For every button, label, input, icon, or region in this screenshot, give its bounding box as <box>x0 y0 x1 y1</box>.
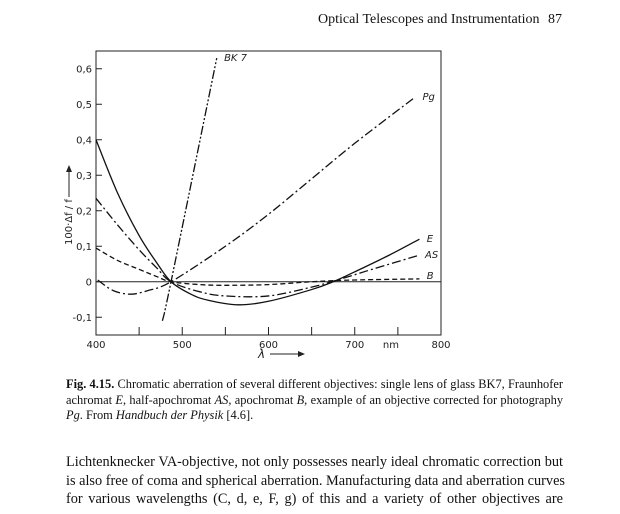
y-tick-label: 0,3 <box>76 170 92 182</box>
series-line-b <box>96 248 419 285</box>
body-line: is also free of coma and spherical aberration. Manufacturing data and aberration curves <box>66 472 565 489</box>
x-axis-arrow <box>270 351 305 357</box>
caption-text: , apochromat <box>228 392 297 407</box>
body-line: for various wavelengths (C, d, e, F, g) of this and a variety of other objectives are <box>66 491 563 507</box>
caption-label: Fig. 4.15. <box>66 377 115 391</box>
series-label: E <box>426 234 434 246</box>
series-label: B <box>426 270 434 282</box>
page-number: 87 <box>548 12 562 27</box>
y-tick-label: 0,2 <box>76 206 92 218</box>
caption-text: AS <box>214 392 229 407</box>
caption-text: B <box>296 392 305 407</box>
running-title: Optical Telescopes and Instrumentation <box>318 12 540 27</box>
y-axis-arrow <box>66 165 72 197</box>
body-line: Lichtenknecker VA-objective, not only possesses nearly ideal chromatic correction but <box>66 454 563 470</box>
series-line-pg <box>98 97 415 294</box>
series-label: Pg <box>422 92 435 104</box>
body-text <box>66 453 563 509</box>
caption-text: Pg <box>66 408 80 422</box>
y-tick-label: 0,6 <box>76 64 92 76</box>
y-tick-label: 0,1 <box>76 241 92 253</box>
caption-text: Handbuch der Physik <box>115 408 224 422</box>
caption-text: , half-apochromat <box>123 392 215 407</box>
x-tick-label: 600 <box>258 340 279 351</box>
caption-text: Chromatic aberration of several different objectives: single lens of glass BK7, Fraunhofer achromat <box>66 377 563 407</box>
x-unit-label: nm <box>382 340 400 351</box>
x-tick-label: 500 <box>172 340 192 351</box>
caption-text: . From <box>79 408 116 422</box>
y-tick-label: 0 <box>85 277 92 289</box>
series-label: AS <box>425 250 439 262</box>
y-axis-label: 100·Δf / f <box>64 199 75 245</box>
y-tick-label: 0,5 <box>76 99 92 111</box>
x-tick-label: 800 <box>431 340 451 351</box>
caption-text: [4.6]. <box>223 408 254 422</box>
series-label: BK 7 <box>224 53 248 65</box>
y-tick-label: -0,1 <box>72 312 92 324</box>
caption-text: , example of an objective corrected for photography <box>304 392 564 407</box>
x-tick-label: 700 <box>345 340 365 351</box>
x-axis-label: λ <box>258 347 266 361</box>
x-tick-label: 400 <box>86 340 106 351</box>
y-tick-label: 0,4 <box>76 135 92 147</box>
figure-caption <box>66 377 563 424</box>
caption-text: E <box>115 392 123 407</box>
plot-frame <box>96 51 441 335</box>
